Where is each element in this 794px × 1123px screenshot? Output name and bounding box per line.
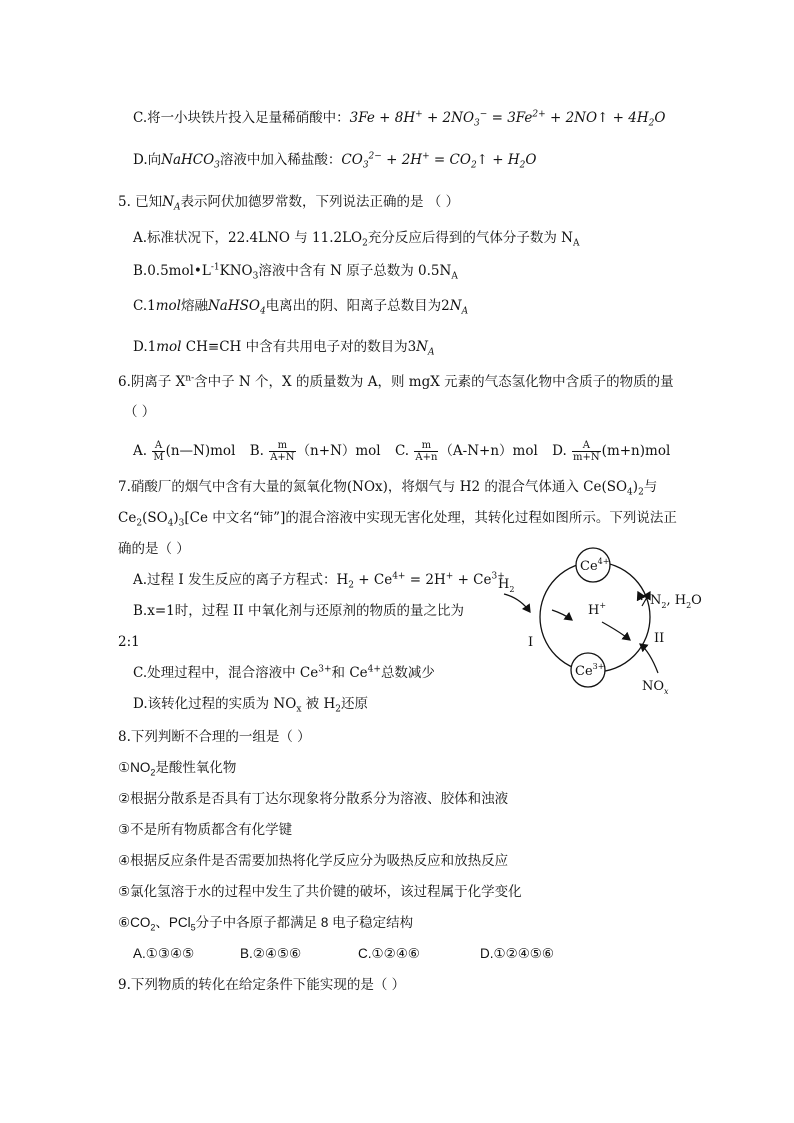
ce4-label: $Ce^{4+}$ bbox=[580, 557, 610, 574]
nox-arrow bbox=[640, 644, 658, 673]
nox-label: $NO_x$ bbox=[642, 679, 669, 696]
q8-stem: 8.下列判断不合理的一组是（ ） bbox=[118, 729, 311, 745]
hplus-arrow-out bbox=[602, 622, 630, 640]
q8-option-b: B.②④⑤⑥ bbox=[240, 946, 302, 961]
q8-statement-2: ②根据分散系是否具有丁达尔现象将分散系分为溶液、胶体和浊液 bbox=[118, 791, 509, 806]
q7-option-b-cont: 2:1 bbox=[118, 634, 140, 650]
q7-cerium-cycle-diagram bbox=[490, 540, 720, 700]
q6-stem: 6.阴离子 $X^{n-}$含中子 N 个，X 的质量数为 A，则 mgX 元素的气态氢化物中含质子的物质的量 bbox=[118, 373, 674, 390]
q6-bracket: （ ） bbox=[124, 404, 156, 420]
q8-options bbox=[133, 945, 554, 963]
q4-option-d: D.向NaHCO$_3$溶液中加入稀盐酸：$CO_3^{2-} + 2H^+$ = $CO_2↑ + H_2O$ bbox=[133, 151, 537, 171]
q8-statement-5: ⑤氯化氢溶于水的过程中发生了共价键的破坏，该过程属于化学变化 bbox=[118, 884, 522, 899]
h2-arrow bbox=[504, 594, 530, 612]
q7-option-a: A.过程 I 发生反应的离子方程式：$H_2 + Ce^{4+} = 2H^+ + Ce^{3+}$ bbox=[133, 571, 505, 591]
option-label: C. bbox=[133, 110, 148, 126]
ce3-label: $Ce^{3+}$ bbox=[575, 662, 605, 679]
q5-option-d: D.1mol CH≡CH 中含有共用电子对的数目为$3N_A$ bbox=[133, 339, 435, 358]
step-ii-label: II bbox=[654, 631, 665, 646]
q8-option-c: C.①②④⑥ bbox=[358, 946, 420, 961]
h2-label: $H_2$ bbox=[498, 577, 515, 594]
q5-stem: 5. 已知$N_A$表示阿伏加德罗常数，下列说法正确的是 （ ） bbox=[118, 194, 460, 213]
q7-option-d: D.该转化过程的实质为 $NO_x$ 被 $H_2$还原 bbox=[133, 696, 368, 715]
q6-option-a: A. $\frac{A}{M}$ (n—N)mol bbox=[133, 440, 236, 463]
q7-stem-line2: $Ce_2(SO_4)_3[Ce$ 中文名“铈”]的混合溶液中实现无害化处理，其转化过程如图所示。下列说法正 bbox=[118, 510, 677, 529]
q9-stem: 9.下列物质的转化在给定条件下能实现的是（ ） bbox=[118, 977, 406, 993]
q6-option-d: D. $\frac{A}{m+N}$ (m+n)mol bbox=[552, 440, 671, 463]
q8-statement-6: $⑥CO_2$、PCl$_5$分子中各原子都满足 8 电子稳定结构 bbox=[118, 915, 414, 933]
products-label: $N_2$, $H_2O$ bbox=[650, 593, 702, 610]
q6-option-c: C. $\frac{m}{A+n}$ （A-N+n）mol bbox=[394, 440, 538, 463]
q8-statement-4: ④根据反应条件是否需要加热将化学反应分为吸热反应和放热反应 bbox=[118, 853, 509, 868]
q7-option-b: B.x=1时，过程 II 中氧化剂与还原剂的物质的量之比为 bbox=[133, 603, 464, 619]
q7-stem-line1: 7.硝酸厂的烟气中含有大量的氮氧化物(NOx)，将烟气与 H2 的混合气体通入 $Ce(SO_4)_2$与 bbox=[118, 479, 658, 498]
q5-option-b: $B.0.5mol•L^{-1}KNO_3$溶液中含有 N 原子总数为 $0.5N_A$ bbox=[133, 262, 458, 282]
hplus-label: H+ bbox=[588, 601, 607, 618]
q4-option-c: C.将一小块铁片投入足量稀硝酸中：$3Fe + 8H^+ + 2NO_3^- = 3Fe^{2+}$ + 2NO↑ + $4H_2O$ bbox=[133, 109, 666, 129]
q6-option-b: B. $\frac{m}{A+N}$ （n+N）mol bbox=[249, 440, 381, 463]
q7-option-c: C.处理过程中，混合溶液中 $Ce^{3+}$和 $Ce^{4+}$总数减少 bbox=[133, 664, 435, 681]
q6-options bbox=[133, 440, 680, 463]
q8-statement-1: $①NO_2$是酸性氧化物 bbox=[118, 760, 237, 778]
q8-option-d: D.①②④⑤⑥ bbox=[480, 946, 555, 961]
q5-option-a: A.标准状况下，22.4LNO 与 $11.2LO_2$充分反应后得到的气体分子数为 $N_A$ bbox=[133, 230, 580, 249]
q8-option-a: A.①③④⑤ bbox=[133, 946, 195, 961]
q8-statement-3: ③不是所有物质都含有化学键 bbox=[118, 822, 293, 837]
hplus-arrow-in bbox=[552, 610, 572, 620]
step-i-label: I bbox=[528, 635, 534, 650]
q5-option-c: C.1mol熔融NaHSO$_4$电离出的阴、阳离子总数目为$2N_A$ bbox=[133, 298, 469, 317]
q7-stem-line3: 确的是（ ） bbox=[118, 541, 190, 557]
